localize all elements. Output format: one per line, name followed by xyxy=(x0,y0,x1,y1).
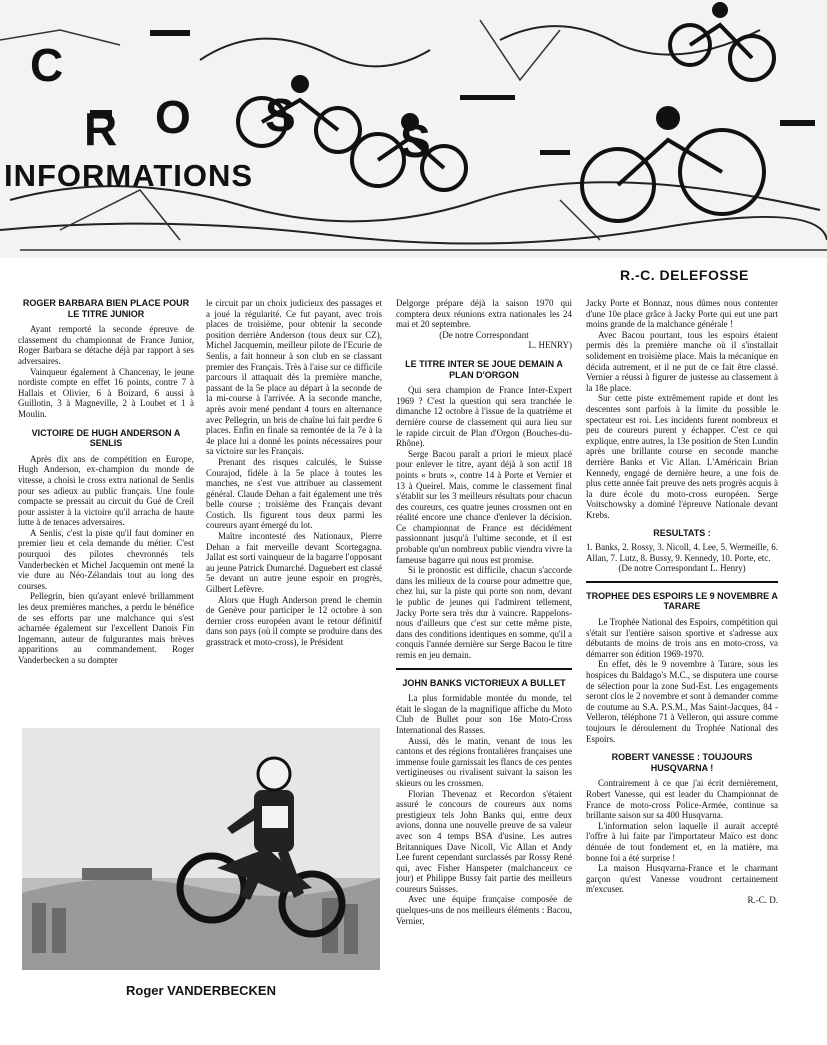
paragraph: A Senlis, c'est la piste qu'il faut dominer en premier lieu et cela demande du métier. C'est pourquoi des pilotes chevronnés tels Vanderbecken et Michel Jacquemin ont mené la vie dure au Néo-Zélandais tout au long des courses. xyxy=(18,527,194,591)
paragraph: Après dix ans de compétition en Europe, Hugh Anderson, ex-champion du monde de vitesse, a choisi le cross extra national de Senlis pour ses adieux au public français. Une foule compacte se pressait au circuit du Gué de Creil pour assister à la victoire qu'il arracha de haute lutte à de tenaces adversaires. xyxy=(18,453,194,528)
paragraph: Florian Thevenaz et Recordon s'étaient assuré le concours de coureurs aux noms prestigieux tels John Banks qui, entre deux avions, donna une nouvelle preuve de sa valeur avec son 4 temps BSA d'usine. Les autres Britanniques Dave Nicoll, Vic Allan et Andy Lee furent cependant surclassés par Rossy René qui, avec Fisher Hanspeter (malchanceux ce jour) et Philippe Bussy fait partie des meilleurs coureurs Suisses. xyxy=(396,788,572,894)
banner-title: INFORMATIONS xyxy=(4,158,254,193)
cross-informations-banner xyxy=(0,0,827,258)
results-heading: RESULTATS : xyxy=(653,528,711,539)
paragraph: Si le pronostic est difficile, chacun s'accorde dans les milieux de la course pour admettre que, chez lui, sur la piste qui porte son nom, devant le public de jeunes qui l'admirent tellement, Jacky Porte sera très dur à vaincre. Rappelons-nous d'ailleurs que c'est sur cette même piste, dans des conditions identiques en somme, qu'il a conquis l'année dernière sur Serge Bacou le titre remis en jeu demain. xyxy=(396,565,572,660)
column-4 xyxy=(586,298,778,905)
paragraph: le circuit par un choix judicieux des passages et a joué la régularité. Ce fut payant, avec trois places de troisième, pour obtenir la seconde position derrière Anderson (tous deux sur CZ), Michel Jacquemin, meilleur pilote de l'Ecurie de Senlis, a fait honneur à son club en se classant premier des Français. Très à l'aise sur ce difficile parcours il attaquait dès la première manche, passant de la 5e place au départ à la seconde de la mi-course à l'arrivée. A la seconde manche, après avoir mené pendant 4 tours en alternance avec Pellegrin, un bris de chaîne lui fait perdre 6 places. Enfin en finale sa remontée de la 7e à la 4e place lui a donné les points nécessaires pour sa victoire sur les Français. xyxy=(206,298,382,457)
correspondent-signature: (De notre Correspondant xyxy=(439,329,529,340)
article-title: ROGER BARBARA BIEN PLACE POUR LE TITRE JUNIOR xyxy=(22,298,190,319)
correspondent-signature: L. HENRY) xyxy=(528,340,572,351)
paragraph: Sur cette piste extrêmement rapide et dont les descentes sont parfois à la limite du possible le spectateur est roi. Les incidents furent nombreux et peu de coureurs purent y échapper. C'est ce qui explique, entre autres, la 13e position de Sten Lundin après une brillante course en seconde manche derrière Banks et Vic Allan. L'Américain Brian Kennedy, engagé de dernière heure, a une fois de plus cette année fait preuve des nets progrès acquis à la dure école du moto-cross européen. Serge Voitschowsky a dominé l'épreuve Nationale devant Krebs. xyxy=(586,393,778,520)
author-byline: R.-C. DELEFOSSE xyxy=(620,267,749,283)
banner-letter-s: S xyxy=(400,115,431,167)
paragraph: L'information selon laquelle il aurait accepté l'offre à lui faite par l'importateur Maïco est donc dénuée de tout fondement et, en la matière, ma bonne foi a été surprise ! xyxy=(586,820,778,863)
banner-letter-c: C xyxy=(30,39,64,91)
divider xyxy=(586,581,778,583)
article-title: ROBERT VANESSE : TOUJOURS HUSQVARNA ! xyxy=(611,752,753,773)
paragraph: Avec Bacou pourtant, tous les espoirs étaient permis dès la première manche où il s'installait solidement en troisième place. Mais la mécanique en décida autrement, et il ne put de ce fait être classé. Vernier a réussi à figurer de justesse au classement à la 18e place. xyxy=(586,329,778,393)
rider-photo xyxy=(22,728,380,970)
paragraph: Ayant remporté la seconde épreuve de classement du championnat de France Junior, Roger Barbara se détache déjà par rapport à ses adversaires. xyxy=(18,324,194,366)
paragraph: La maison Husqvarna-France et le charmant garçon qu'est Vanesse voudront certainement m'excuser. xyxy=(586,863,778,895)
banner-letter-r: R xyxy=(84,103,118,155)
column-2 xyxy=(206,298,382,648)
column-1 xyxy=(18,298,194,666)
paragraph: Delgorge prépare déjà la saison 1970 qui comptera deux réunions extra nationales les 24 mai et 20 septembre. xyxy=(396,298,572,330)
results-list: 1. Banks, 2. Rossy, 3. Nicoll, 4. Lee, 5. Wermeille, 6. Allan, 7. Lutz, 8. Bussy, 9. Kennedy, 10. Porte, etc. xyxy=(586,542,778,563)
article-title: JOHN BANKS VICTORIEUX A BULLET xyxy=(402,677,566,688)
paragraph: Maître incontesté des Nationaux, Pierre Dehan a fait merveille devant Scortegagna. Jallat est sorti vainqueur de la bagarre l'opposant au jeune Patrick Dumarché. Daguebert est classé 5e devant un autre jeune espoir en progrès, Gilbert Lefèvre. xyxy=(206,531,382,595)
article-title: TROPHEE DES ESPOIRS LE 9 NOVEMBRE A TARARE xyxy=(586,590,778,612)
divider xyxy=(396,668,572,670)
paragraph: Contrairement à ce que j'ai écrit dernièrement, Robert Vanesse, qui est leader du Championnat de France de moto-cross Police-Armée, continue sa brillante saison sur sa 400 Husqvarna. xyxy=(586,778,778,821)
banner-letter-s: S xyxy=(265,89,296,141)
photo-caption: Roger VANDERBECKEN xyxy=(126,983,276,998)
paragraph: Aussi, dès le matin, venant de tous les cantons et des régions frontalières françaises une immense foule garnissait les flancs de ces pentes vertigineuses ou rivalisent suivant la saison les skieurs ou les crossmen. xyxy=(396,735,572,788)
paragraph: Serge Bacou paraît a priori le mieux placé pour enlever le titre, ayant déjà à son actif 18 points « bruts », contre 14 à Porte et Vernier et 13 à Queirel. Mais, comme le classement final s'établit sur les 3 meilleurs résultats pour chacun des coureurs, ces quatre jeunes crossmen ont en réalité encore une chance d'enlever la décision. Ce championnat de France est décidément passionnant jusqu'à l'ultime seconde, et il est probable qu'un nombreux public viendra vivre la fameuse bagarre qui nous est promise. xyxy=(396,448,572,565)
paragraph: Qui sera champion de France Inter-Expert 1969 ? C'est la question qui sera tranchée le dimanche 12 octobre à l'issue de la quatrième et dernière course de classement qui aura lieu sur le rapide circuit de Plan d'Orgon (Bouches-du-Rhône). xyxy=(396,385,572,449)
paragraph: Alors que Hugh Anderson prend le chemin de Genève pour participer le 12 octobre à son dernier cross européen avant le retour définitif dans son pays (où il compte se produire dans des grasstrack et moto-cross), le Président xyxy=(206,594,382,647)
author-initials: R.-C. D. xyxy=(747,894,778,905)
banner-letter-o: O xyxy=(155,91,191,143)
paragraph: Le Trophée National des Espoirs, compétition qui s'était sur l'entière saison sportive et s'adresse aux débutants de moins de trois ans en moto-cross, va démarrer son édition 1969-1970. xyxy=(586,617,778,659)
article-title: VICTOIRE DE HUGH ANDERSON A SENLIS xyxy=(31,427,181,449)
paragraph: Avec une équipe française composée de quelques-uns de nos meilleurs éléments : Bacou, Vernier, xyxy=(396,894,572,926)
motocross-rider-illustration xyxy=(22,728,380,970)
column-3 xyxy=(396,298,572,926)
paragraph: Pellegrin, bien qu'ayant enlevé brillamment les deux premières manches, a perdu le bénéfice de ses efforts par une malchance qui s'est acharnée également sur l'excellent Danois Fin Ingemann, auteur de fulgurantes mais brèves apparitions au commandement. Roger Vanderbecken a su dompter xyxy=(18,591,194,665)
article-title: LE TITRE INTER SE JOUE DEMAIN A PLAN D'ORGON xyxy=(405,358,563,380)
paragraph: Jacky Porte et Bonnaz, nous dûmes nous contenter d'une 10e place grâce à Jacky Porte qui eut une part moins grande de la malchance générale ! xyxy=(586,298,778,330)
correspondent-signature: (De notre Correspondant L. Henry) xyxy=(618,563,746,574)
paragraph: La plus formidable montée du monde, tel était le slogan de la magnifique affiche du Moto Club de Bullet pour son 16e Moto-Cross International des Rasses. xyxy=(396,693,572,735)
paragraph: En effet, dès le 9 novembre à Tarare, sous les hospices du Baldago's M.C., se disputera une course de sélection pour la zone Sud-Est. Les engagements seront clos le 2 novembre et sont à demander comme de coutume au S.A. P.S.M., Mas Saint-Jacques, 84 - Velleron, téléphone 71 à Velleron, qui assure comme toujours le déroulement du Trophée National des Espoirs. xyxy=(586,659,778,744)
paragraph: Vainqueur également à Chancenay, le jeune nordiste compte en effet 16 points, contre 7 à Hallais et Olivier, 6 à Boizard, 6 aussi à Guillotin, 3 à Magneville, 2 à Loubet et 1 à Moulin. xyxy=(18,366,194,419)
paragraph: Prenant des risques calculés, le Suisse Courajod, fidèle à la 5e place à toutes les manches, ne s'est vue attribuer au classement général. Claude Dehan a fait également une très belle course ; troisième des Français devant Costich. Ils figurent tous deux parmi les coureurs ayant émergé du lot. xyxy=(206,456,382,531)
